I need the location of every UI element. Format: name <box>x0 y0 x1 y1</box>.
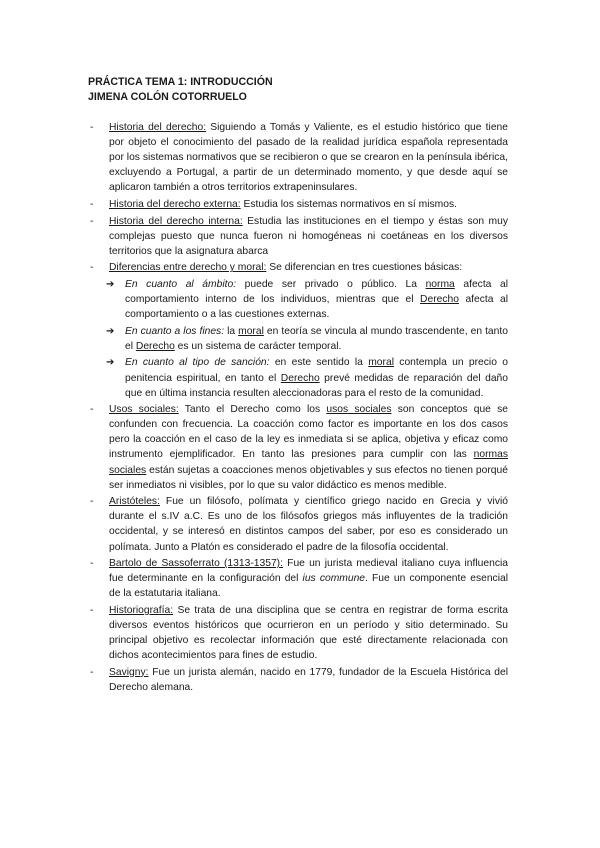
definition-text: Se trata de una disciplina que se centra en registrar de forma escrita diversos eventos históricos que ocurrieron en un período y sitio determinado. Su principal objetivo es recolectar información que esté directamente relacionada con dichos acontecimientos para fines de estudio. <box>109 604 508 662</box>
sub-list-item <box>88 355 508 400</box>
sub-label: En cuanto a los fines: <box>125 325 225 337</box>
arrow-right-icon: ➔ <box>106 357 115 369</box>
sub-text: prevé medidas de reparación del daño que en última instancia resulten aleccionadoras para el resto de la comunidad. <box>125 372 508 399</box>
sub-text: en teoría se vincula al mundo trascendente, en tanto el <box>125 325 508 352</box>
arrow-right-icon: ➔ <box>106 325 115 337</box>
keyword: norma <box>425 278 455 290</box>
bullet-dash: - <box>90 404 94 416</box>
term-label: Aristóteles: <box>109 496 160 508</box>
arrow-right-icon: ➔ <box>106 278 115 290</box>
author-name: JIMENA COLÓN COTORRUELO <box>88 91 247 103</box>
bullet-dash: - <box>90 558 94 570</box>
term-label: Historia del derecho externa: <box>109 198 241 210</box>
definition-text: están sujetas a coacciones menos objetivables y sus efectos no tienen porqué ser inmediatos ni visibles, por lo que su valor didáctico es menos medible. <box>109 464 508 491</box>
list-item <box>88 603 508 663</box>
sub-list-item <box>88 277 508 322</box>
list-item <box>88 197 508 212</box>
definition-text: Estudia los sistemas normativos en sí mismos. <box>240 198 457 210</box>
sub-text: contempla un precio o penitencia espiritual, en tanto el <box>125 357 508 384</box>
sub-text: la <box>224 325 239 337</box>
definition-text: Fue un jurista alemán, nacido en 1779, fundador de la Escuela Histórica del Derecho alemana. <box>109 666 508 693</box>
sub-text: afecta al comportamiento o a las cuestiones externas. <box>125 294 508 321</box>
sub-text: es un sistema de carácter temporal. <box>174 340 342 352</box>
bullet-dash: - <box>90 666 94 678</box>
definition-text: Siguiendo a Tomás y Valiente, es el estudio histórico que tiene por objeto el conocimiento del pasado de la realidad jurídica española representada por los sistemas normativos que se recibieron o que se crearon en la península ibérica, excluyendo a Portugal, a partir de un determinado momento, y que desde aquí se aplicaron también a otros territorios extrapeninsulares. <box>109 122 508 194</box>
term-label: Usos sociales: <box>109 404 179 416</box>
sub-text: en este sentido la <box>269 357 369 369</box>
keyword: usos sociales <box>326 404 392 416</box>
term-label: Savigny: <box>109 666 149 678</box>
term-label: Historia del derecho: <box>109 122 207 133</box>
bullet-dash: - <box>90 604 94 616</box>
definition-text: Estudia las instituciones en el tiempo y éstas son muy complejas puesto que nunca fueron ni homogéneas ni coetáneas en los diversos territorios que la asignatura abarca <box>109 215 508 257</box>
term-label: Historiografía: <box>109 604 174 616</box>
definition-text: Fue un filósofo, polímata y científico griego nacido en Grecia y vivió durante el s.IV a.C. Es uno de los filósofos griegos más influyentes de la tradición occidental, y se interesó en distintos campos del saber, por eso es considerado un polímata. Junto a Platón es considerado el padre de la filosofía occidental. <box>109 496 508 553</box>
document-header <box>88 75 273 105</box>
definition-text: Fue un jurista medieval italiano cuya influencia fue determinante en la configuración del <box>109 558 508 585</box>
keyword: Derecho <box>280 372 320 384</box>
definitions-list <box>88 120 508 696</box>
document-title: PRÁCTICA TEMA 1: INTRODUCCIÓN <box>88 76 273 88</box>
keyword: Derecho <box>135 340 175 352</box>
term-label: Bartolo de Sassoferrato (1313-1357): <box>109 558 283 570</box>
sub-label: En cuanto al ámbito: <box>125 278 237 290</box>
sub-list-item <box>88 324 508 354</box>
keyword: moral <box>368 357 394 369</box>
italic-term: ius commune <box>302 573 366 585</box>
definition-text: Se diferencian en tres cuestiones básicas: <box>266 262 463 274</box>
list-item <box>88 260 508 275</box>
keyword: Derecho <box>420 294 459 306</box>
list-item <box>88 214 508 259</box>
keyword: moral <box>238 325 264 337</box>
bullet-dash: - <box>90 122 94 133</box>
bullet-dash: - <box>90 215 94 227</box>
definition-text: Tanto el Derecho como los <box>178 404 327 416</box>
term-label: Diferencias entre derecho y moral: <box>109 262 267 274</box>
list-item <box>88 494 508 554</box>
definition-text: son conceptos que se confunden con frecuencia. La coacción como factor es importante en los dos casos pero la coacción en el caso de la ley es inmediata si se aplica, objetiva y eficaz como instrumento ejemplificador. En tanto las presiones para cumplir con las <box>109 404 508 461</box>
bullet-dash: - <box>90 262 94 274</box>
keyword: normas sociales <box>109 449 508 476</box>
bullet-dash: - <box>90 198 94 210</box>
list-item <box>88 120 508 195</box>
sub-label: En cuanto al tipo de sanción: <box>125 357 270 369</box>
sub-text: puede ser privado o público. La <box>236 278 426 290</box>
term-label: Historia del derecho interna: <box>109 215 243 227</box>
sub-text: afecta al comportamiento interno de los individuos, mientras que el <box>125 278 509 306</box>
definition-text: . Fue un componente esencial de la estatutaria italiana. <box>109 573 509 600</box>
list-item <box>88 402 508 493</box>
list-item <box>88 665 508 695</box>
bullet-dash: - <box>90 496 94 508</box>
list-item <box>88 556 508 601</box>
